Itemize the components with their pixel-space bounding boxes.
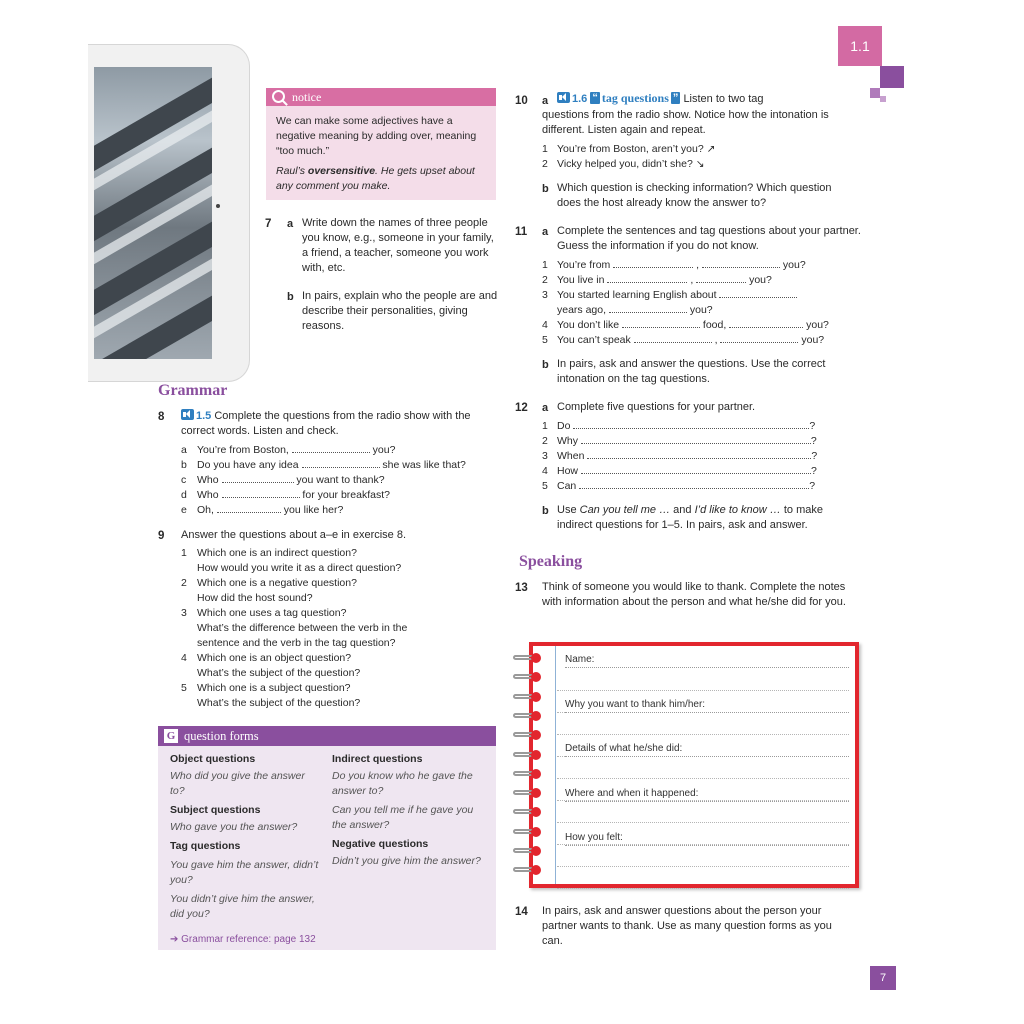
exercise-8-item-letter: c	[181, 474, 187, 486]
answer-blank[interactable]	[622, 318, 700, 328]
answer-blank[interactable]	[609, 303, 687, 313]
answer-blank[interactable]	[720, 333, 798, 343]
decorative-square	[870, 88, 880, 98]
notes-notebook	[529, 642, 859, 888]
decorative-square	[880, 96, 886, 102]
notebook-ring	[513, 806, 541, 818]
notice-title: notice	[292, 90, 322, 104]
exercise-8-instruction: 1.5 Complete the questions from the radio show with the correct words. Listen and check.	[181, 410, 471, 437]
tablet-camera-dot	[216, 204, 220, 208]
exercise-9-instruction: Answer the questions about a–e in exercise 8.	[181, 529, 407, 541]
exercise-9-question: Which one is an indirect question?	[197, 547, 357, 559]
track-number: 1.5	[196, 410, 212, 422]
notebook-ring	[513, 787, 541, 799]
notebook-ruled-line	[557, 778, 849, 779]
grammar-heading: Grammar	[158, 382, 228, 399]
exercise-9-number: 9	[158, 530, 165, 542]
notebook-ring	[513, 768, 541, 780]
grammar-box-header	[158, 726, 496, 746]
quote-open-icon: “	[592, 92, 598, 104]
exercise-11-item-number: 2	[542, 274, 548, 286]
exercise-9-question: Which one uses a tag question?	[197, 607, 347, 619]
exercise-9-question: Which one is an object question?	[197, 652, 352, 664]
notebook-ring	[513, 710, 541, 722]
tag-questions-heading: Tag questions	[170, 840, 241, 852]
exercise-11-item: You can’t speak , you?	[557, 334, 825, 346]
exercise-10-item-text: Vicky helped you, didn’t she? ↘	[557, 157, 705, 172]
track-number: 1.6	[572, 93, 588, 105]
subject-questions-heading: Subject questions	[170, 804, 261, 816]
exercise-11-item-number: 1	[542, 259, 548, 271]
notebook-ruled-line	[557, 734, 849, 735]
quote-close-icon: ”	[672, 92, 679, 104]
exercise-12-number: 12	[515, 402, 528, 414]
exercise-10-item-text: You’re from Boston, aren’t you? ↗	[557, 142, 715, 157]
exercise-12-item: How ?	[557, 465, 817, 477]
exercise-7-number: 7	[265, 218, 272, 230]
exercise-12-item-number: 3	[542, 450, 548, 462]
exercise-12-item: When ?	[557, 450, 818, 462]
grammar-right-column	[332, 752, 482, 869]
exercise-11-b-letter: b	[542, 359, 549, 371]
negative-questions-example: Didn’t you give him the answer?	[332, 855, 481, 867]
exercise-8-item: Who you want to thank?	[197, 474, 385, 486]
tag-questions-example-2: You didn’t give him the answer, did you?	[170, 893, 315, 920]
grammar-box-title: question forms	[184, 729, 259, 743]
notebook-ring	[513, 691, 541, 703]
notebook-ruled-line	[557, 690, 849, 691]
audio-icon[interactable]	[181, 409, 194, 420]
exercise-7-b-letter: b	[287, 291, 294, 303]
indirect-questions-example-1: Do you know who he gave the answer to?	[332, 770, 473, 797]
exercise-13-number: 13	[515, 582, 528, 594]
exercise-9-question: What’s the subject of the question?	[197, 667, 361, 679]
exercise-10-item-number: 1	[542, 143, 548, 155]
exercise-8-item-letter: d	[181, 489, 187, 501]
answer-blank[interactable]	[587, 449, 811, 459]
exercise-12-a-letter: a	[542, 402, 549, 414]
indirect-questions-example-2: Can you tell me if he gave you the answer?	[332, 804, 474, 831]
exercise-10a-text: questions from the radio show. Notice how the intonation is different. Listen again and repeat.	[542, 109, 829, 136]
exercise-9-question: How did the host sound?	[197, 592, 313, 604]
unit-badge: 1.1	[838, 26, 882, 66]
exercise-9-question: How would you write it as a direct question?	[197, 562, 402, 574]
exercise-10b-text: Which question is checking information? Which question does the host already know the answer to?	[557, 182, 832, 209]
exercise-14-text: In pairs, ask and answer questions about the person your partner wants to thank. Use as many question forms as you can.	[542, 905, 832, 947]
grammar-letter-badge: G	[164, 729, 178, 743]
answer-blank[interactable]	[222, 488, 300, 498]
exercise-10-number: 10	[515, 95, 528, 107]
notebook-field[interactable]: How you felt:	[565, 832, 849, 846]
exercise-12-item: Why ?	[557, 435, 817, 447]
answer-blank[interactable]	[573, 419, 809, 429]
notebook-margin-line	[555, 646, 556, 884]
answer-blank[interactable]	[729, 318, 803, 328]
exercise-8-item: Who for your breakfast?	[197, 489, 390, 501]
exercise-12a-text: Complete five questions for your partner.	[557, 401, 756, 413]
exercise-12-item-number: 2	[542, 435, 548, 447]
notebook-field[interactable]: Where and when it happened:	[565, 788, 849, 802]
exercise-10-a-letter: a	[542, 95, 549, 107]
notebook-ring	[513, 749, 541, 761]
notice-box	[266, 88, 496, 200]
notebook-ring	[513, 864, 541, 876]
exercise-12-item-number: 1	[542, 420, 548, 432]
exercise-12-b-letter: b	[542, 505, 549, 517]
answer-blank[interactable]	[222, 473, 294, 483]
answer-blank[interactable]	[581, 464, 811, 474]
answer-blank[interactable]	[634, 333, 712, 343]
grammar-box	[158, 726, 496, 950]
exercise-11-a-letter: a	[542, 226, 549, 238]
decorative-square	[880, 66, 904, 88]
answer-blank[interactable]	[702, 258, 780, 268]
exercise-11-number: 11	[515, 226, 528, 238]
object-questions-heading: Object questions	[170, 753, 256, 765]
subject-questions-example: Who gave you the answer?	[170, 821, 298, 833]
notebook-ruled-line	[557, 866, 849, 867]
answer-blank[interactable]	[292, 443, 370, 453]
exercise-11-item-number: 5	[542, 334, 548, 346]
page-number: 7	[870, 966, 896, 990]
exercise-9-item-number: 1	[181, 547, 187, 559]
exercise-9-question: What’s the subject of the question?	[197, 697, 361, 709]
exercise-8-number: 8	[158, 411, 165, 423]
indirect-questions-heading: Indirect questions	[332, 753, 423, 765]
exercise-13-text: Think of someone you would like to thank. Complete the notes with information about the person and what he/she did for you.	[542, 581, 846, 608]
exercise-9-item-number: 4	[181, 652, 187, 664]
exercise-8-item: Do you have any idea she was like that?	[197, 459, 466, 471]
exercise-9-item-number: 3	[181, 607, 187, 619]
exercise-9-question: Which one is a negative question?	[197, 577, 357, 589]
object-questions-example: Who did you give the answer to?	[170, 770, 305, 797]
exercise-10a-header: 1.6 “ tag questions ” Listen to two tag	[557, 91, 847, 107]
exercise-9-item-number: 2	[181, 577, 187, 589]
exercise-8-item: Oh, you like her?	[197, 504, 344, 516]
exercise-12b-text: Use Can you tell me … and I’d like to know … to make indirect questions for 1–5. In pairs, ask and answer.	[557, 504, 823, 531]
exercise-8-item-letter: b	[181, 459, 187, 471]
exercise-11-item: You’re from , you?	[557, 259, 806, 271]
negative-questions-heading: Negative questions	[332, 838, 429, 850]
exercise-9-question: What’s the difference between the verb in the	[197, 622, 408, 634]
exercise-11-item: You live in , you?	[557, 274, 772, 286]
exercise-10-b-letter: b	[542, 183, 549, 195]
notice-example: Raul’s oversensitive. He gets upset about any comment you make.	[276, 165, 475, 192]
notebook-field[interactable]: Why you want to thank him/her:	[565, 699, 849, 713]
exercise-9-item-number: 5	[181, 682, 187, 694]
magnifier-icon	[272, 90, 285, 103]
exercise-12-item: Do ?	[557, 420, 816, 432]
exercise-11-item-continued: years ago, you?	[557, 304, 713, 316]
exercise-12-item-number: 4	[542, 465, 548, 477]
tag-questions-example-1: You gave him the answer, didn’t you?	[170, 859, 319, 886]
answer-blank[interactable]	[613, 258, 693, 268]
answer-blank[interactable]	[579, 479, 809, 489]
tag-questions-badge: tag questions	[601, 91, 669, 105]
answer-blank[interactable]	[696, 273, 746, 283]
tablet-photo	[88, 44, 250, 382]
exercise-8-item: You’re from Boston, you?	[197, 444, 396, 456]
grammar-reference-link[interactable]: ➔ Grammar reference: page 132	[170, 934, 316, 945]
exercise-7-a-letter: a	[287, 218, 294, 230]
answer-blank[interactable]	[581, 434, 811, 444]
exercise-14-number: 14	[515, 906, 528, 918]
answer-blank[interactable]	[302, 458, 380, 468]
notebook-ring	[513, 845, 541, 857]
grammar-left-column	[170, 752, 320, 922]
notebook-ruled-line	[557, 822, 849, 823]
notebook-ring	[513, 826, 541, 838]
exercise-9-question: Which one is a subject question?	[197, 682, 351, 694]
notice-text: We can make some adjectives have a negative meaning by adding over, meaning “too much.”	[276, 115, 477, 157]
tablet-screen	[94, 67, 212, 359]
notebook-ring	[513, 671, 541, 683]
notice-header	[266, 88, 496, 106]
exercise-7a-text: Write down the names of three people you know, e.g., someone in your family, a friend, a teacher, someone you work with, etc.	[302, 217, 494, 274]
notebook-field[interactable]: Name:	[565, 654, 849, 668]
exercise-11b-text: In pairs, ask and answer the questions. Use the correct intonation on the tag questions.	[557, 358, 826, 385]
exercise-7b-text: In pairs, explain who the people are and describe their personalities, giving reasons.	[302, 290, 498, 332]
exercise-11-item: You started learning English about	[557, 288, 797, 303]
exercise-10-item-number: 2	[542, 158, 548, 170]
exercise-12-item-number: 5	[542, 480, 548, 492]
exercise-8-item-letter: e	[181, 504, 187, 516]
audio-icon[interactable]	[557, 92, 570, 103]
exercise-11-item-number: 4	[542, 319, 548, 331]
notebook-ring	[513, 652, 541, 664]
exercise-11a-text: Complete the sentences and tag questions about your partner. Guess the information if you do not know.	[557, 225, 861, 252]
notebook-field[interactable]: Details of what he/she did:	[565, 743, 849, 757]
speaking-heading: Speaking	[519, 553, 583, 570]
exercise-11-item-number: 3	[542, 289, 548, 301]
exercise-12-item: Can ?	[557, 480, 816, 492]
answer-blank[interactable]	[607, 273, 687, 283]
exercise-9-question: sentence and the verb in the tag question?	[197, 637, 396, 649]
answer-blank[interactable]	[719, 288, 797, 298]
answer-blank[interactable]	[217, 503, 281, 513]
notebook-ruled-line	[557, 888, 849, 889]
exercise-8-item-letter: a	[181, 444, 187, 456]
notebook-ring	[513, 729, 541, 741]
exercise-11-item: You don’t like food, you?	[557, 319, 829, 331]
